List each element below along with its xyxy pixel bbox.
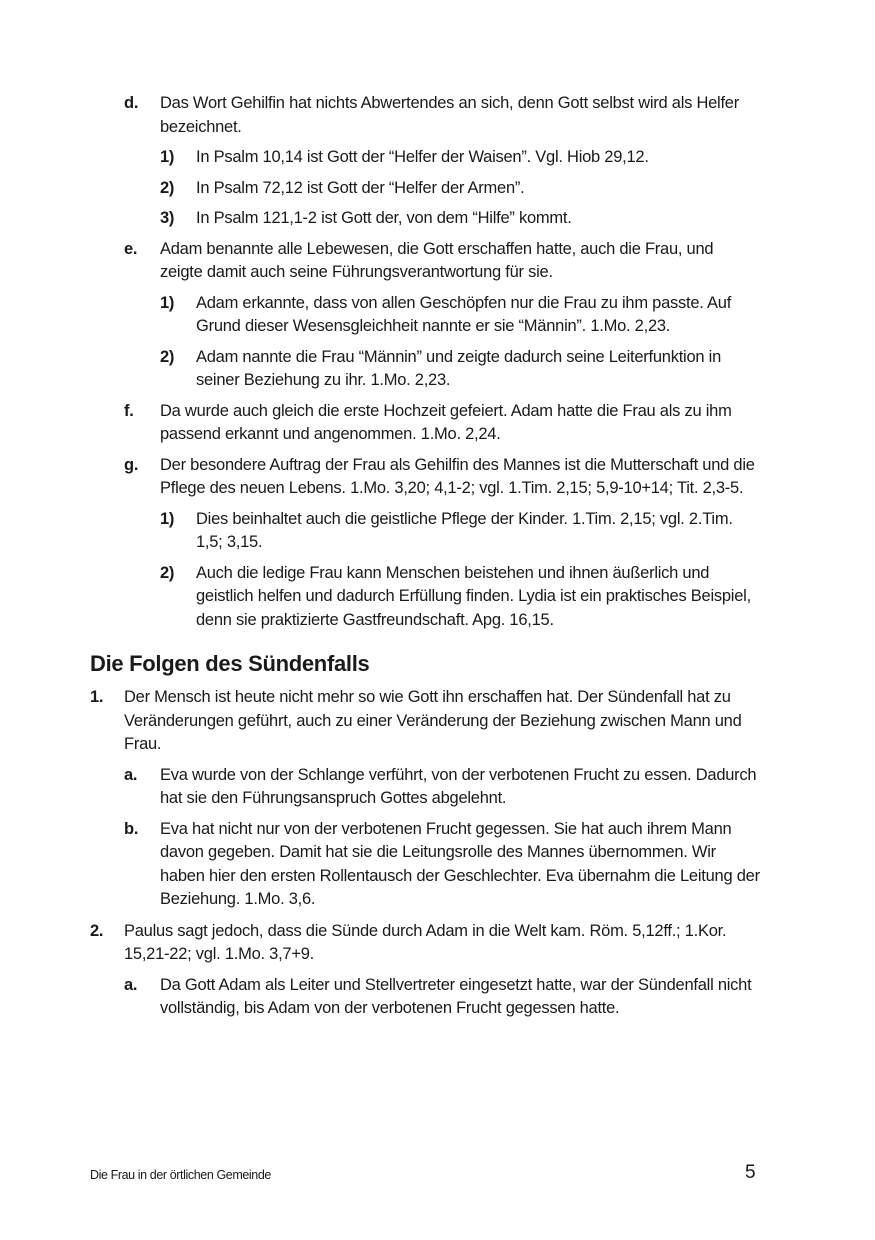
- sub-item: [160, 207, 760, 231]
- list-marker: a.: [124, 975, 138, 994]
- list-text: Adam erkannte, dass von allen Geschöpfen nur die Frau zu ihm passte. Auf Grund dieser Wesensgleichheit nannte er sie “Männin”. 1.Mo. 2,23.: [196, 293, 732, 335]
- sub-item: [124, 764, 760, 811]
- list-text: Da wurde auch gleich die erste Hochzeit gefeiert. Adam hatte die Frau als zu ihm passend erkannt und angenommen. 1.Mo. 2,24.: [160, 401, 732, 443]
- list-item-e: [124, 238, 760, 285]
- sub-item: [124, 818, 760, 912]
- footer-title: Die Frau in der örtlichen Gemeinde: [90, 1168, 271, 1182]
- list-text: Da Gott Adam als Leiter und Stellvertreter eingesetzt hatte, war der Sündenfall nicht vollständig, bis Adam von der verbotenen Frucht gegessen hatte.: [160, 975, 752, 1017]
- list-marker: e.: [124, 239, 138, 258]
- list-marker: b.: [124, 819, 139, 838]
- list-text: In Psalm 10,14 ist Gott der “Helfer der Waisen”. Vgl. Hiob 29,12.: [196, 148, 649, 166]
- list-marker: a.: [124, 765, 138, 784]
- sub-item: [160, 562, 760, 633]
- list-marker: f.: [124, 401, 134, 420]
- list-item-g: [124, 454, 760, 501]
- list-marker: 3): [160, 209, 175, 227]
- sub-item: [160, 292, 760, 339]
- list-text: Adam benannte alle Lebewesen, die Gott erschaffen hatte, auch die Frau, und zeigte damit auch seine Führungsverantwortung für sie.: [160, 239, 714, 281]
- page-number: 5: [745, 1162, 756, 1183]
- sub-item: [160, 177, 760, 201]
- list-text: Adam nannte die Frau “Männin” und zeigte dadurch seine Leiterfunktion in seiner Beziehung zu ihr. 1.Mo. 2,23.: [196, 347, 722, 389]
- list-text: Eva wurde von der Schlange verführt, von der verbotenen Frucht zu essen. Dadurch hat sie den Führungsanspruch Gottes abgelehnt.: [160, 765, 757, 807]
- numbered-item-2: [90, 920, 760, 967]
- list-marker: g.: [124, 455, 139, 474]
- list-marker: 1): [160, 509, 175, 528]
- list-marker: d.: [124, 94, 139, 112]
- list-item-d: [124, 92, 760, 139]
- list-text: Dies beinhaltet auch die geistliche Pflege der Kinder. 1.Tim. 2,15; vgl. 2.Tim. 1,5; 3,15.: [196, 509, 733, 551]
- sub-item: [160, 508, 760, 555]
- list-marker: 2): [160, 563, 175, 582]
- list-text: In Psalm 121,1-2 ist Gott der, von dem “Hilfe” kommt.: [196, 209, 572, 227]
- sub-item: [124, 974, 760, 1021]
- list-text: In Psalm 72,12 ist Gott der “Helfer der Armen”.: [196, 178, 525, 197]
- list-text: Der besondere Auftrag der Frau als Gehilfin des Mannes ist die Mutterschaft und die Pflege des neuen Lebens. 1.Mo. 3,20; 4,1-2; vgl. 1.Tim. 2,15; 5,9-10+14; Tit. 2,3-5.: [160, 455, 755, 497]
- list-marker: 1): [160, 293, 175, 312]
- sub-item: [160, 146, 760, 170]
- sub-item: [160, 346, 760, 393]
- page-content: [90, 92, 760, 1021]
- numbered-item-1: [90, 686, 760, 757]
- list-marker: 1): [160, 148, 175, 166]
- section-heading: Die Folgen des Sündenfalls: [90, 651, 370, 676]
- list-text: Auch die ledige Frau kann Menschen beistehen und ihnen äußerlich und geistlich helfen und dadurch Erfüllung finden. Lydia ist ein praktisches Beispiel, denn sie praktizierte Gastfreundschaft. Apg. 16,15.: [196, 563, 751, 629]
- list-text: Paulus sagt jedoch, dass die Sünde durch Adam in die Welt kam. Röm. 5,12ff.; 1.Kor. 15,21-22; vgl. 1.Mo. 3,7+9.: [124, 921, 727, 963]
- list-item-f: [124, 400, 760, 447]
- list-text: Eva hat nicht nur von der verbotenen Frucht gegessen. Sie hat auch ihrem Mann davon gegeben. Damit hat sie die Leitungsrolle des Mannes übernommen. Wir haben hier den ersten Rollentausch der Geschlechter. Eva übernahm die Leitung der Beziehung. 1.Mo. 3,6.: [160, 819, 760, 908]
- list-marker: 2): [160, 347, 175, 366]
- list-marker: 1.: [90, 688, 104, 706]
- list-marker: 2.: [90, 921, 104, 940]
- list-text: Der Mensch ist heute nicht mehr so wie Gott ihn erschaffen hat. Der Sündenfall hat zu Veränderungen geführt, auch zu einer Veränderung der Beziehung zwischen Mann und Frau.: [124, 688, 742, 753]
- list-marker: 2): [160, 178, 175, 197]
- list-text: Das Wort Gehilfin hat nichts Abwertendes an sich, denn Gott selbst wird als Helfer bezeichnet.: [160, 94, 739, 136]
